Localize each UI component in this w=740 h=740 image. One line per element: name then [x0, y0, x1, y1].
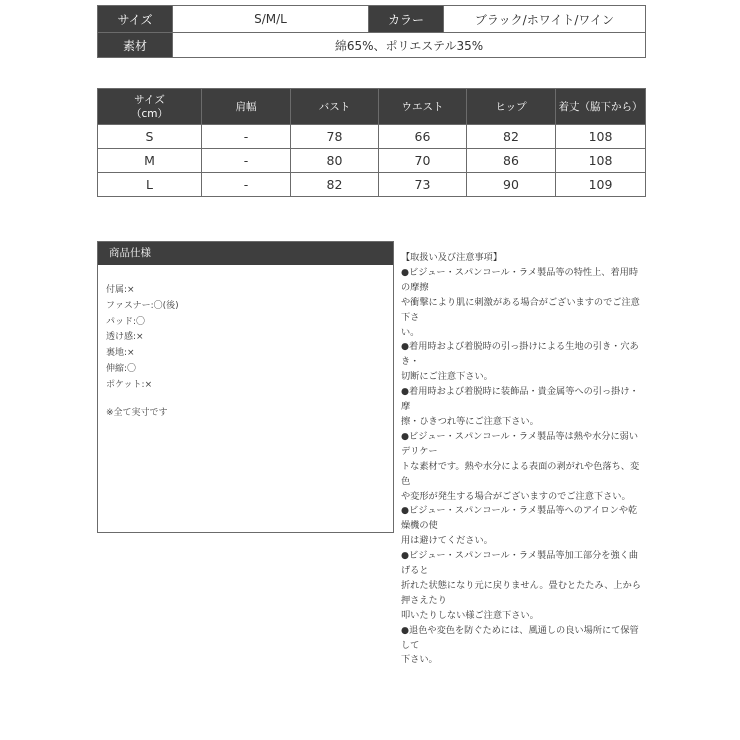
- spec-title: 商品仕様: [98, 242, 393, 265]
- size-chart-header-row: [98, 89, 646, 125]
- care-line: 用は避けてください。: [401, 535, 493, 547]
- table-cell: 108: [556, 149, 646, 173]
- table-cell: -: [202, 125, 291, 149]
- care-line: 折れた状態になり元に戻りません。畳むとたたみ、上から押さえたり: [401, 579, 641, 606]
- care-line: ●ビジュー・スパンコール・ラメ製品等加工部分を強く曲げると: [401, 550, 639, 577]
- care-line: ●ビジュー・スパンコール・ラメ製品等の特性上、着用時の摩擦: [401, 266, 639, 293]
- size-label-cell: サイズ: [98, 6, 173, 33]
- table-cell: 80: [291, 149, 379, 173]
- size-value-cell: S/M/L: [173, 6, 369, 33]
- material-value-cell: 綿65%、ポリエステル35%: [173, 33, 646, 58]
- care-line: ●退色や変色を防ぐためには、風通しの良い場所にて保管して: [401, 624, 639, 651]
- table-cell: S: [98, 125, 202, 149]
- table-cell: 86: [467, 149, 556, 173]
- table-row: [98, 173, 646, 197]
- care-title: 【取扱い及び注意事項】: [401, 252, 503, 263]
- table-cell: 66: [379, 125, 467, 149]
- header-size-line2: （cm）: [130, 107, 168, 120]
- spec-item: ポケット:×: [106, 379, 153, 390]
- header-hip: ヒップ: [467, 89, 556, 125]
- table-cell: 108: [556, 125, 646, 149]
- material-label-cell: 素材: [98, 33, 173, 58]
- table-row: [98, 149, 646, 173]
- spec-note: ※全て実寸です: [106, 407, 168, 418]
- table-cell: M: [98, 149, 202, 173]
- care-line: トな素材です。熱や水分による表面の剥がれや色落ち、変色: [401, 460, 640, 487]
- care-line: ●着用時および着脱時に装飾品・貴金属等への引っ掛け・摩: [401, 386, 639, 413]
- color-value-cell: ブラック/ホワイト/ワイン: [444, 6, 646, 33]
- care-line: ●ビジュー・スパンコール・ラメ製品等へのアイロンや乾燥機の使: [401, 505, 638, 532]
- spec-item: 伸縮:〇: [106, 363, 137, 374]
- spec-item: ファスナー:〇(後): [106, 300, 179, 311]
- size-chart-table: [97, 88, 646, 197]
- spec-list: [98, 265, 393, 421]
- header-length: 着丈（脇下から）: [556, 89, 646, 125]
- spec-item: 付属:×: [106, 285, 135, 295]
- care-line: 擦・ひきつれ等にご注意下さい。: [401, 415, 539, 427]
- product-info-table: [97, 5, 646, 58]
- care-line: 下さい。: [401, 654, 438, 666]
- care-instructions: [401, 251, 645, 668]
- table-cell: L: [98, 173, 202, 197]
- care-line: 切断にご注意下さい。: [401, 371, 493, 383]
- care-line: 叩いたりしない様ご注意下さい。: [401, 609, 539, 621]
- spec-item: 裏地:×: [106, 348, 135, 359]
- table-cell: 73: [379, 173, 467, 197]
- table-cell: 109: [556, 173, 646, 197]
- header-waist: ウエスト: [379, 89, 467, 125]
- table-row: [98, 125, 646, 149]
- header-shoulder: 肩幅: [202, 89, 291, 125]
- header-size: [98, 89, 202, 125]
- header-bust: バスト: [291, 89, 379, 125]
- info-row-size-color: [98, 6, 646, 33]
- care-line: い。: [401, 326, 420, 338]
- table-cell: 82: [467, 125, 556, 149]
- care-line: や衝撃により肌に刺激がある場合がございますのでご注意下さ: [401, 296, 640, 323]
- color-label-cell: カラー: [369, 6, 444, 33]
- spec-item: パッド:〇: [106, 316, 146, 327]
- care-line: や変形が発生する場合がございますのでご注意下さい。: [401, 490, 631, 502]
- info-row-material: [98, 33, 646, 58]
- header-size-line1: サイズ: [134, 93, 165, 106]
- table-cell: 90: [467, 173, 556, 197]
- table-cell: -: [202, 173, 291, 197]
- spec-item: 透け感:×: [106, 332, 144, 343]
- care-line: ●ビジュー・スパンコール・ラメ製品等は熱や水分に弱いデリケー: [401, 430, 639, 457]
- table-cell: 70: [379, 149, 467, 173]
- table-cell: 82: [291, 173, 379, 197]
- table-cell: -: [202, 149, 291, 173]
- care-line: ●着用時および着脱時の引っ掛けによる生地の引き・穴あき・: [401, 341, 639, 368]
- product-spec-box: [97, 241, 394, 533]
- table-cell: 78: [291, 125, 379, 149]
